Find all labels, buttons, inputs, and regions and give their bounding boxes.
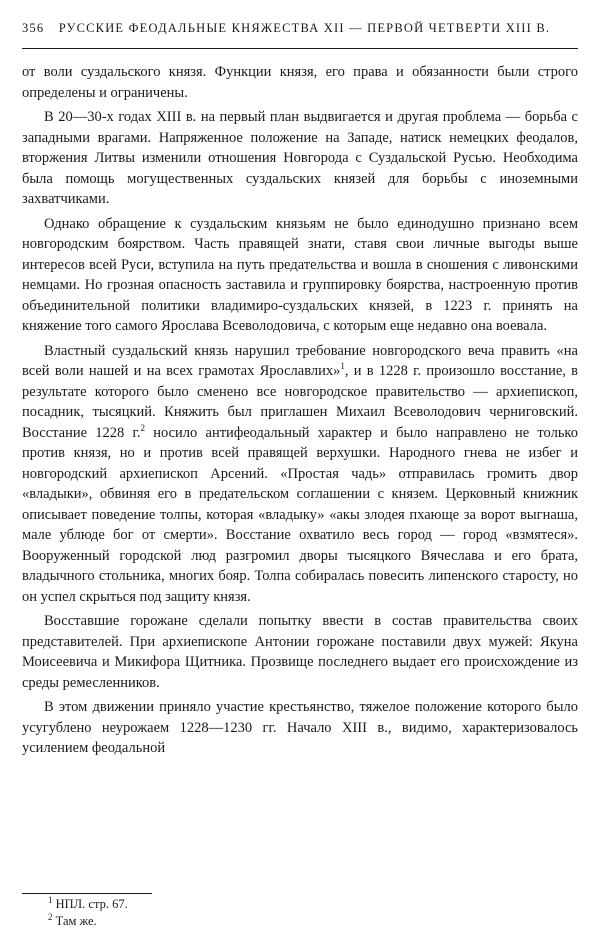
footnote-1-text: НПЛ. стр. 67. [55,897,128,911]
paragraph-2: В 20—30-х годах XIII в. на первый план выдвигается и другая проблема — борьба с западными врагами. Напряженное положение на Западе, натиск немецких феодалов, вторжения Литвы изменили отношения Новгорода с Суздальской Русью. Необходима была помощь могущественных суздальских князей для борьбы с иноземными захватчиками. [22,109,578,207]
paragraph-5: Восставшие горожане сделали попытку ввести в состав правительства своих представителей. При архиепископе Антонии горожане поставили двух мужей: Якуна Моисеевича и Микифора Щитника. Прозвище последнего выдает его происхождение из среды ремесленников. [22,613,578,691]
footnote-2 [48,913,128,930]
running-header [22,20,578,36]
paragraph-6: В этом движении приняло участие крестьянство, тяжелое положение которого было усугублено неурожаем 1228—1230 гг. Начало XIII в., видимо, характеризовалось усилением феодальной [22,699,578,756]
footnote-ref-1: 1 [340,361,345,372]
paragraph-4-part-2: , и в 1228 г. произошло восстание, в результате которого было сменено все новгородское правительство — архиепископ, посадник, тысяцкий. Княжить был приглашен Михаил Всеволодович черниговский. Восстание 1228 г. [22,363,578,441]
paragraph-1: от воли суздальского князя. Функции князя, его права и обязанности были строго определены и ограничены. [22,64,578,101]
footnote-1 [48,896,128,913]
footnote-ref-2: 2 [140,422,145,433]
main-text [22,62,578,763]
footnote-1-mark: 1 [48,894,53,905]
paragraph-4-part-3: носило антифеодальный характер и было направлено не только против князя, но и против всей правящей верхушки. Народного гнева не избег и новгородский архиепископ Арсений. «Простая чадь» отправилась громить двор «владыки», обвиняя его в предательском соглашении с князем. Церковный книжник описывает поведение толпы, которая «владыку» «акы злодея пхающе за ворот выгнаша, мале ублюде бог от смерти». Восстание охватило весь город — город «взмятеся». Вооруженный городской люд разгромил дворы тысяцкого Вячеслава и его брата, владычного стольника, многих бояр. Толпа собиралась повесить липенского старосту, но он успел скрыться под защиту князя. [22,424,578,605]
footnote-2-text: Там же. [55,914,97,928]
paragraph-3: Однако обращение к суздальским князьям не было единодушно признано всем новгородским боярством. Часть правящей знати, ставя свои личные выгоды выше интересов всей Руси, вступила на путь предательства и вошла в сношения с ливонскими немцами. Но грозная опасность заставила и группировку боярства, настроенную против объединительной политики владимиро-суздальских князей, в 1223 г. принять на княжение того самого Ярослава Всеволодовича, с которым еще недавно она воевала. [22,215,578,334]
footnote-2-mark: 2 [48,911,53,922]
footnotes [48,896,128,930]
paragraph-4 [22,341,578,608]
footnote-rule [22,893,152,894]
page-number: 356 [22,21,45,35]
running-title: РУССКИЕ ФЕОДАЛЬНЫЕ КНЯЖЕСТВА XII — ПЕРВОЙ ЧЕТВЕРТИ XIII В. [58,21,551,35]
paragraph-4-part-1: Властный суздальский князь нарушил требование новгородского веча править «на всей воли нашей и на всех грамотах Ярославлих» [22,342,578,379]
header-rule [22,48,578,49]
